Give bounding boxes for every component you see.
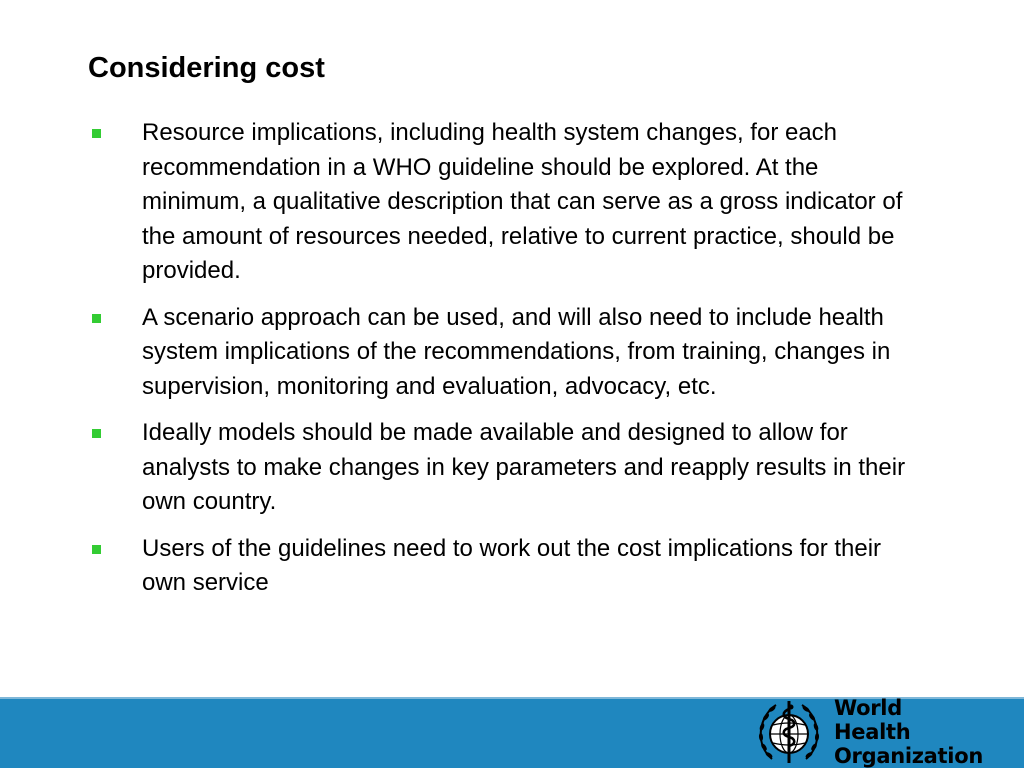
bullet-item-4 bbox=[88, 532, 928, 601]
square-bullet-icon bbox=[92, 129, 101, 138]
square-bullet-icon bbox=[92, 429, 101, 438]
who-wordmark-line1: World Health bbox=[834, 695, 911, 744]
square-bullet-icon bbox=[92, 314, 101, 323]
bullet-text-2: A scenario approach can be used, and will also need to include health system implications of the recommendations, from training, changes in supervision, monitoring and evaluation, advocacy, etc. bbox=[142, 303, 891, 400]
bullet-text-3: Ideally models should be made available and designed to allow for analysts to make changes in key parameters and reapply results in their own country. bbox=[142, 419, 906, 515]
who-wordmark-line2: Organization bbox=[834, 743, 983, 768]
bullet-item-1 bbox=[88, 116, 928, 289]
bullet-text-1: Resource implications, including health system changes, for each recommendation in a WHO guideline should be explored. At the minimum, a qualitative description that can serve as a gross indicator of the amount of resources needed, relative to current practice, should be provided. bbox=[142, 119, 903, 284]
bullet-list bbox=[88, 116, 928, 613]
square-bullet-icon bbox=[92, 545, 101, 554]
who-wordmark bbox=[834, 696, 983, 768]
bullet-item-3 bbox=[88, 416, 928, 520]
bullet-item-2 bbox=[88, 301, 928, 405]
who-emblem-icon bbox=[752, 697, 826, 767]
who-logo bbox=[752, 695, 982, 768]
slide-title: Considering cost bbox=[88, 52, 325, 84]
bullet-text-4: Users of the guidelines need to work out the cost implications for their own service bbox=[142, 534, 882, 596]
